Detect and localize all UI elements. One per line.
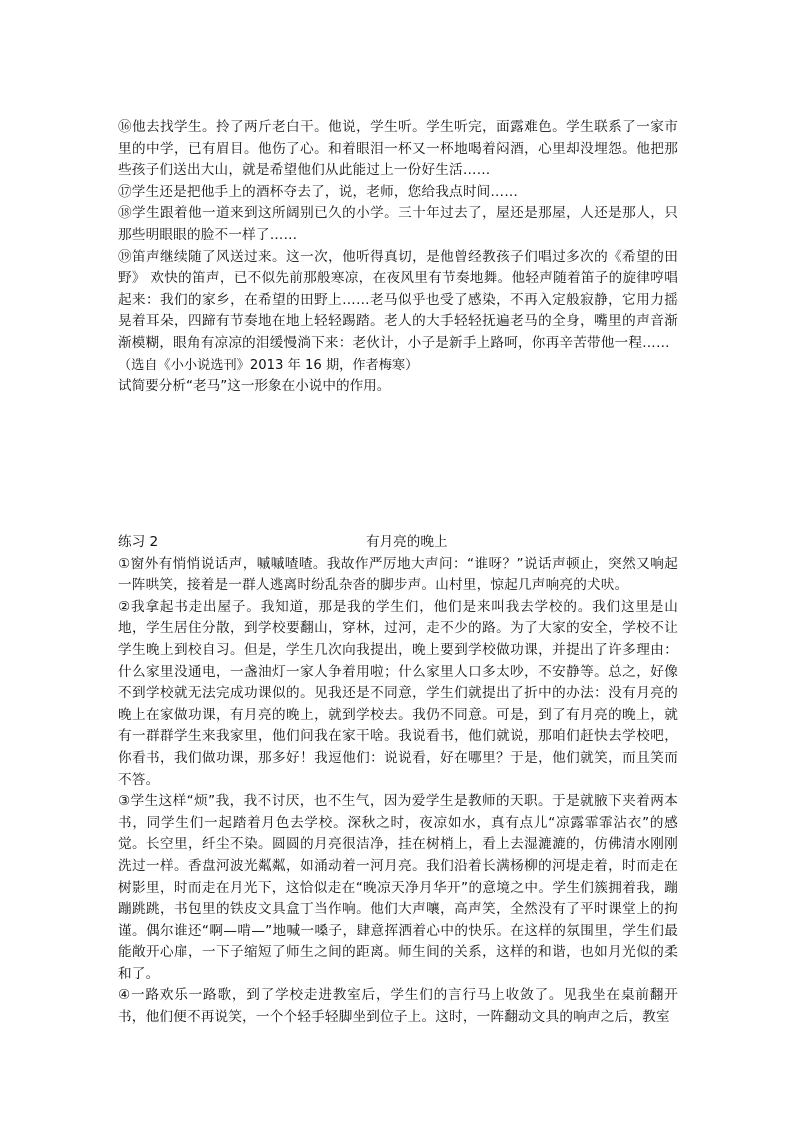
exercise-title: 有月亮的晚上 bbox=[366, 534, 448, 550]
question-text: 试简要分析“老马”这一形象在小说中的作用。 bbox=[118, 378, 391, 395]
source-citation: （选自《小小说选刊》2013 年 16 期，作者梅寒） bbox=[118, 357, 419, 373]
paragraph-16: ⑯他去找学生。拎了两斤老白干。他说，学生听。学生听完，面露难色。学生联系了一家市里的中学，已有眉目。他伤了心。和着眼泪一杯又一杯地喝着闷酒，心里却没埋怨。他把那些孩子们送出大山，就是希望他们从此能过上一份好生活…… bbox=[118, 119, 678, 179]
paragraph-18: ⑱学生跟着他一道来到这所阔别已久的小学。三十年过去了，屋还是那屋，人还是那人，只那些明眼眼的脸不一样了…… bbox=[118, 205, 678, 243]
paragraph-19: ⑲笛声继续随了风送过来。这一次，他听得真切，是他曾经教孩子们唱过多次的《希望的田野》 欢快的笛声，已不似先前那般寒凉，在夜风里有节奏地舞。他轻声随着笛子的旋律哼唱起来：我们的家乡，在希望的田野上……老马似乎也受了感染，不再入定般寂静，它用力摇晃着耳朵，四蹄有节奏地在地上轻轻踢踏。老人的大手轻轻抚遍老马的全身，嘴里的声音渐渐模糊，眼角有凉凉的泪缓慢淌下来：老伙计，小子是新手上路呵，你再辛苦带他一程…… bbox=[118, 248, 678, 351]
exercise-header bbox=[118, 532, 678, 554]
paragraph-3: ③学生这样“烦”我，我不讨厌，也不生气，因为爱学生是教师的天职。于是就腋下夹着两本书，同学生们一起踏着月色去学校。深秋之时，夜凉如水，真有点儿“凉露霏霏沾衣”的感觉。长空里，纤尘不染。圆圆的月亮很洁净，挂在树梢上，看上去湿漉漉的，仿佛清水刚刚洗过一样。香盘河波光粼粼，如涌动着一河月亮。我们沿着长满杨柳的河堤走着，时而走在树影里，时而走在月光下，这恰似走在“晚凉天净月华开”的意境之中。学生们簇拥着我，蹦蹦跳跳，书包里的铁皮文具盒丁当作响。他们大声嚷，高声笑，全然没有了平时课堂上的拘谨。偶尔谁还“啊—啃—”地喊一嗓子，肆意挥洒着心中的快乐。在这样的氛围里，学生们最能敞开心扉，一下子缩短了师生之间的距离。师生间的关系，这样的和谐，也如月光似的柔和了。 bbox=[118, 793, 678, 982]
section-2 bbox=[118, 532, 678, 1029]
paragraph-17: ⑰学生还是把他手上的酒杯夺去了，说，老师，您给我点时间…… bbox=[118, 183, 519, 200]
section-1 bbox=[118, 117, 678, 398]
paragraph-1: ①窗外有悄悄说话声，嘁嘁喳喳。我故作严厉地大声问：“谁呀？”说话声顿止，突然又响起一阵哄笑，接着是一群人逃离时纷乱杂沓的脚步声。山村里，惊起几声响亮的犬吠。 bbox=[118, 555, 678, 594]
paragraph-4: ④一路欢乐一路歌，到了学校走进教室后，学生们的言行马上收敛了。见我坐在桌前翻开书，他们便不再说笑，一个个轻手轻脚坐到位子上。这时，一阵翻动文具的响声之后，教室 bbox=[118, 987, 678, 1026]
paragraph-2: ②我拿起书走出屋子。我知道，那是我的学生们，他们是来叫我去学校的。我们这里是山地，学生居住分散，到学校要翻山，穿林，过河，走不少的路。为了大家的安全，学校不让学生晚上到校自习。但是，学生几次向我提出，晚上要到学校做功课，并提出了许多理由：什么家里没通电，一盏油灯一家人争着用啦；什么家里人口多太吵，不安静等。总之，好像不到学校就无法完成功课似的。见我还是不同意，学生们就提出了折中的办法：没有月亮的晚上在家做功课，有月亮的晚上，就到学校去。我仍不同意。可是，到了有月亮的晚上，就有一群群学生来我家里，他们问我在家干啥。我说看书，他们就说，那咱们赶快去学校吧，你看书，我们做功课，那多好！我逗他们：说说看，好在哪里？于是，他们就笑，而且笑而不答。 bbox=[118, 598, 678, 788]
exercise-label: 练习 2 bbox=[118, 534, 159, 550]
